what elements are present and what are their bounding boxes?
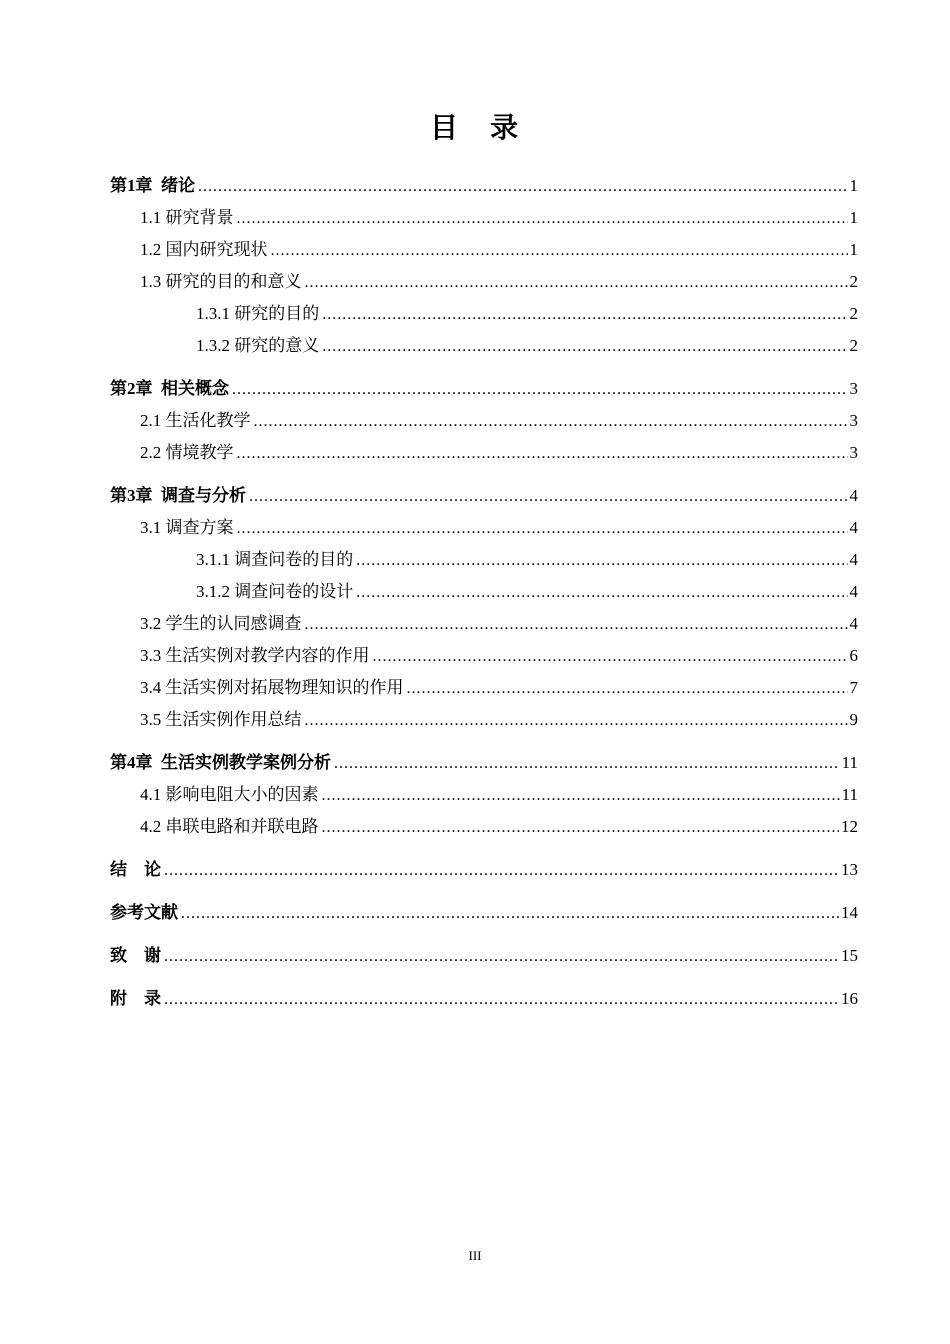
toc-entry-label: 1.3.1 研究的目的 bbox=[196, 304, 320, 323]
toc-entry-label: 3.1 调查方案 bbox=[140, 518, 234, 537]
dot-leader bbox=[198, 171, 848, 202]
dot-leader bbox=[164, 855, 839, 886]
toc-entry bbox=[110, 983, 858, 1015]
toc-entry-page: 15 bbox=[841, 946, 858, 965]
toc-entry-page: 4 bbox=[849, 518, 858, 537]
toc-entry-label: 4.2 串联电路和并联电路 bbox=[140, 817, 319, 836]
dot-leader bbox=[356, 577, 847, 608]
toc-entry-page: 6 bbox=[849, 646, 858, 665]
toc-entry bbox=[110, 298, 858, 330]
toc-entry-page: 4 bbox=[849, 582, 858, 601]
toc-entry-page: 1 bbox=[849, 240, 858, 259]
toc-entry-page: 14 bbox=[841, 903, 858, 922]
toc-entry-label: 致 谢 bbox=[110, 946, 161, 965]
toc-entry bbox=[110, 512, 858, 544]
toc-entry-page: 11 bbox=[841, 753, 858, 772]
toc-entry bbox=[110, 170, 858, 202]
dot-leader bbox=[322, 780, 840, 811]
toc-entry-label: 3.5 生活实例作用总结 bbox=[140, 710, 302, 729]
toc-entry-page: 3 bbox=[849, 379, 858, 398]
toc-entry bbox=[110, 897, 858, 929]
toc-entry-label: 第3章 调查与分析 bbox=[110, 486, 246, 505]
dot-leader bbox=[232, 374, 848, 405]
dot-leader bbox=[334, 748, 840, 779]
toc-entry-page: 13 bbox=[841, 860, 858, 879]
toc-entry-page: 4 bbox=[849, 486, 858, 505]
toc-entry-label: 4.1 影响电阻大小的因素 bbox=[140, 785, 319, 804]
toc-entry-label: 第4章 生活实例教学案例分析 bbox=[110, 753, 331, 772]
toc-entry bbox=[110, 405, 858, 437]
dot-leader bbox=[305, 609, 848, 640]
dot-leader bbox=[181, 898, 839, 929]
dot-leader bbox=[237, 438, 848, 469]
toc-entry bbox=[110, 266, 858, 298]
dot-leader bbox=[237, 203, 848, 234]
toc-entry-page: 2 bbox=[849, 336, 858, 355]
toc-entry-label: 参考文献 bbox=[110, 903, 178, 922]
toc-entry-label: 2.1 生活化教学 bbox=[140, 411, 251, 430]
toc-entry bbox=[110, 234, 858, 266]
dot-leader bbox=[164, 941, 839, 972]
toc-entry-page: 16 bbox=[841, 989, 858, 1008]
toc-entry-page: 2 bbox=[849, 304, 858, 323]
toc-entry-label: 2.2 情境教学 bbox=[140, 443, 234, 462]
toc-entry-label: 3.1.2 调查问卷的设计 bbox=[196, 582, 354, 601]
toc-entry-page: 12 bbox=[841, 817, 858, 836]
dot-leader bbox=[322, 812, 840, 843]
toc-entry bbox=[110, 544, 858, 576]
toc-entry bbox=[110, 202, 858, 234]
toc-entry-page: 4 bbox=[849, 614, 858, 633]
toc-entry-page: 11 bbox=[841, 785, 858, 804]
toc-entry-label: 3.3 生活实例对教学内容的作用 bbox=[140, 646, 370, 665]
toc-entry bbox=[110, 640, 858, 672]
toc-entry bbox=[110, 576, 858, 608]
toc-entry bbox=[110, 704, 858, 736]
dot-leader bbox=[322, 331, 847, 362]
toc-entry-label: 第2章 相关概念 bbox=[110, 379, 229, 398]
dot-leader bbox=[322, 299, 847, 330]
toc-entry-label: 附 录 bbox=[110, 989, 161, 1008]
toc-entry bbox=[110, 608, 858, 640]
dot-leader bbox=[237, 513, 848, 544]
footer-page-number: III bbox=[468, 1248, 482, 1263]
toc-entry-label: 1.3.2 研究的意义 bbox=[196, 336, 320, 355]
toc-entry-label: 3.1.1 调查问卷的目的 bbox=[196, 550, 354, 569]
dot-leader bbox=[407, 673, 848, 704]
dot-leader bbox=[254, 406, 848, 437]
toc-entry-label: 1.2 国内研究现状 bbox=[140, 240, 268, 259]
dot-leader bbox=[271, 235, 848, 266]
toc-entry bbox=[110, 330, 858, 362]
toc-entry-label: 3.4 生活实例对拓展物理知识的作用 bbox=[140, 678, 404, 697]
toc-entry-page: 3 bbox=[849, 443, 858, 462]
dot-leader bbox=[249, 481, 848, 512]
toc-entry bbox=[110, 480, 858, 512]
toc-entry-page: 7 bbox=[849, 678, 858, 697]
toc-entry-page: 1 bbox=[849, 176, 858, 195]
dot-leader bbox=[356, 545, 847, 576]
toc-entry bbox=[110, 672, 858, 704]
dot-leader bbox=[164, 984, 839, 1015]
toc-entry-label: 结 论 bbox=[110, 860, 161, 879]
toc-entry-label: 第1章 绪论 bbox=[110, 176, 195, 195]
toc-entry bbox=[110, 373, 858, 405]
toc-entry bbox=[110, 747, 858, 779]
dot-leader bbox=[305, 267, 848, 298]
toc-entry-page: 3 bbox=[849, 411, 858, 430]
table-of-contents bbox=[110, 170, 858, 1015]
page-title: 目 录 bbox=[429, 113, 520, 144]
toc-entry bbox=[110, 811, 858, 843]
dot-leader bbox=[373, 641, 848, 672]
toc-entry-page: 9 bbox=[849, 710, 858, 729]
toc-entry bbox=[110, 940, 858, 972]
toc-entry-label: 1.3 研究的目的和意义 bbox=[140, 272, 302, 291]
toc-entry-page: 2 bbox=[849, 272, 858, 291]
toc-entry bbox=[110, 854, 858, 886]
toc-entry bbox=[110, 437, 858, 469]
toc-entry-page: 4 bbox=[849, 550, 858, 569]
toc-entry-page: 1 bbox=[849, 208, 858, 227]
dot-leader bbox=[305, 705, 848, 736]
toc-entry-label: 3.2 学生的认同感调查 bbox=[140, 614, 302, 633]
toc-entry bbox=[110, 779, 858, 811]
toc-entry-label: 1.1 研究背景 bbox=[140, 208, 234, 227]
